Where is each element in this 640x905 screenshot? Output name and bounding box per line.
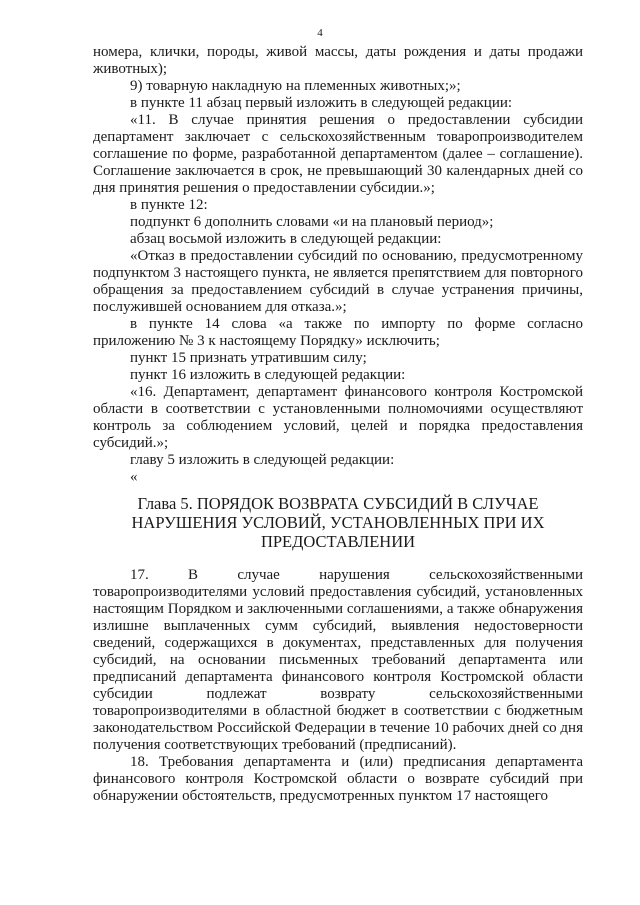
page-number: 4	[317, 27, 323, 39]
paragraph: «11. В случае принятия решения о предоставлении субсидии департамент заключает с сельскохозяйственным товаропроизводителем соглашение по форме, разработанной департаментом (далее – соглашение). Соглашение заключается в срок, не превышающий 30 календарных дней со дня принятия решения о предоставлении субсидии.»;	[93, 112, 583, 196]
chapter-heading: Глава 5. ПОРЯДОК ВОЗВРАТА СУБСИДИЙ В СЛУЧАЕ НАРУШЕНИЯ УСЛОВИЙ, УСТАНОВЛЕННЫХ ПРИ ИХ ПРЕДОСТАВЛЕНИИ	[131, 494, 545, 551]
section-spacer	[93, 551, 583, 567]
paragraph: абзац восьмой изложить в следующей редакции:	[130, 231, 442, 247]
paragraph: в пункте 11 абзац первый изложить в следующей редакции:	[130, 95, 513, 111]
paragraph: 9) товарную накладную на племенных животных;»;	[130, 78, 461, 94]
paragraph: пункт 16 изложить в следующей редакции:	[130, 367, 406, 383]
paragraph: подпункт 6 дополнить словами «и на плановый период»;	[130, 214, 494, 230]
paragraph: «Отказ в предоставлении субсидий по основанию, предусмотренному подпунктом 3 настоящего пункта, не является препятствием для повторного обращения за предоставлением субсидий в случае устранения причины, послужившей основанием для отказа.»;	[93, 248, 583, 315]
paragraph: 18. Требования департамента и (или) предписания департамента финансового контроля Костромской области о возврате субсидий при обнаружении обстоятельств, предусмотренных пунктом 17 настоящего	[93, 754, 583, 804]
paragraph: в пункте 14 слова «а также по импорту по форме согласно приложению № 3 к настоящему Порядку» исключить;	[93, 316, 583, 349]
paragraph: 17. В случае нарушения сельскохозяйственными товаропроизводителями условий предоставления субсидий, установленных настоящим Порядком и заключенными соглашениями, а также обнаружения излишне выплаченных сумм субсидий, выявления недостоверности сведений, содержащихся в документах, представленных для получения субсидий, на основании письменных требований департамента или предписаний департамента финансового контроля Костромской области субсидии подлежат возврату сельскохозяйственными товаропроизводителями в областной бюджет в соответствии с бюджетным законодательством Российской Федерации в течение 10 рабочих дней со дня получения соответствующих требований (предписаний).	[93, 567, 583, 753]
paragraph: «16. Департамент, департамент финансового контроля Костромской области в соответствии с установленными полномочиями осуществляют контроль за соблюдением условий, целей и порядка предоставления субсидий.»;	[93, 384, 583, 451]
paragraph: номера, клички, породы, живой массы, даты рождения и даты продажи животных);	[93, 44, 583, 77]
paragraph: пункт 15 признать утратившим силу;	[130, 350, 367, 366]
document-body	[93, 44, 583, 805]
opening-quote: «	[130, 469, 138, 485]
paragraph: главу 5 изложить в следующей редакции:	[130, 452, 395, 468]
paragraph: в пункте 12:	[130, 197, 208, 213]
